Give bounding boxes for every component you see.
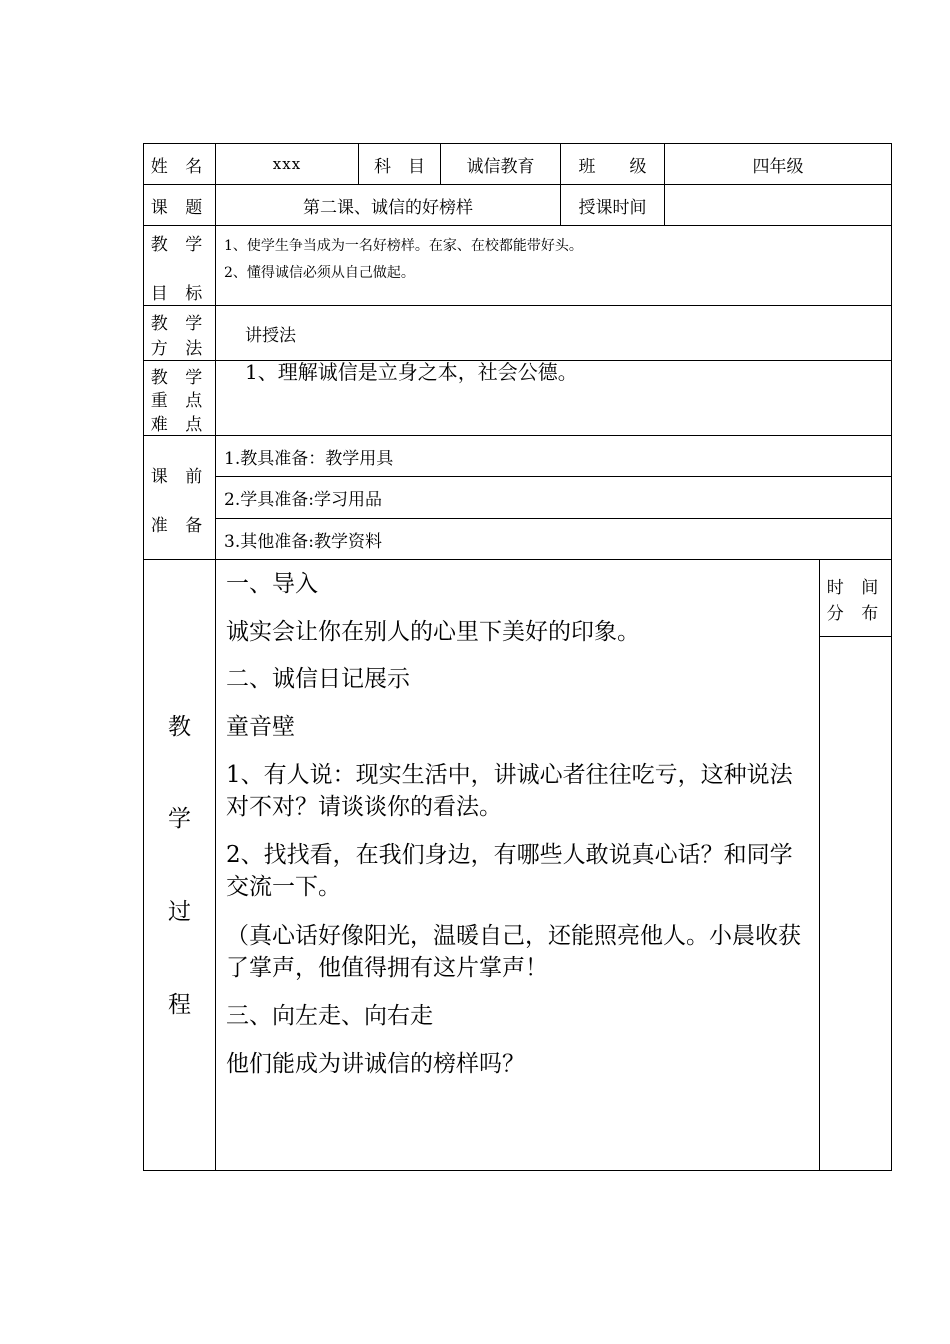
process-paragraph: 三、向左走、向右走 (226, 1003, 433, 1029)
process-paragraph: 2、找找看，在我们身边，有哪些人敢说真心话？和同学交流一下。 (226, 842, 793, 900)
method-label (144, 306, 215, 360)
process-paragraph: 一、导入 (226, 571, 318, 597)
table-border (143, 225, 892, 226)
teaching-time-value (665, 185, 891, 225)
goals-label (144, 226, 215, 305)
key-points-label-line: 教 学 (150, 368, 209, 388)
process-paragraph: 他们能成为讲诚信的榜样吗？ (226, 1051, 525, 1077)
time-distribution-label (820, 560, 891, 636)
preparation-item-2: 2.学具准备:学习用品 (224, 490, 382, 510)
teaching-time-label: 授课时间 (578, 197, 647, 218)
subject-label: 科 目 (374, 156, 425, 177)
process-paragraph: （真心话好像阳光，温暖自己，还能照亮他人。小晨收获了掌声，他值得拥有这片掌声！ (226, 923, 801, 981)
name-label: 姓 名 (150, 156, 209, 177)
process-paragraph: 1、有人说：现实生活中，讲诚心者往往吃亏，这种说法对不对？请谈谈你的看法。 (226, 762, 793, 820)
name-value: xxx (272, 155, 302, 173)
table-border (143, 305, 892, 306)
table-border (215, 143, 216, 1171)
process-paragraph: 童音壁 (226, 714, 295, 740)
goals-label-top: 教 学 (150, 235, 209, 255)
process-label (144, 560, 215, 1170)
table-border (891, 143, 892, 1171)
key-points-value: 1、理解诚信是立身之本，社会公德。 (245, 360, 578, 384)
goal-item-2: 2、懂得诚信必须从自己做起。 (224, 265, 415, 281)
table-border (819, 559, 820, 1171)
preparation-item-3: 3.其他准备:教学资料 (224, 531, 382, 552)
subject-value: 诚信教育 (466, 156, 535, 177)
preparation-label-bottom: 准 备 (150, 516, 209, 536)
goal-item-1: 1、使学生争当成为一名好榜样。在家、在校都能带好头。 (224, 238, 583, 254)
process-label-char: 教 (168, 714, 191, 740)
class-value: 四年级 (752, 156, 804, 177)
table-border (143, 1170, 892, 1171)
time-label-line: 分 布 (826, 604, 885, 624)
key-points-label (144, 361, 215, 435)
preparation-label (144, 436, 215, 559)
preparation-item-1: 1.教具准备：教学用具 (224, 448, 394, 469)
process-label-char: 程 (168, 992, 191, 1018)
method-label-line: 方 法 (150, 339, 209, 359)
method-value: 讲授法 (245, 326, 296, 346)
process-paragraph: 诚实会让你在别人的心里下美好的印象。 (226, 619, 640, 645)
process-label-char: 过 (168, 899, 191, 925)
table-border (819, 636, 892, 637)
time-label-line: 时 间 (826, 578, 885, 598)
goals-label-bottom: 目 标 (150, 284, 209, 304)
process-paragraph: 二、诚信日记展示 (226, 666, 410, 692)
method-label-line: 教 学 (150, 314, 209, 334)
key-points-label-line: 重 点 (150, 391, 209, 411)
preparation-label-top: 课 前 (150, 467, 209, 487)
topic-value: 第二课、诚信的好榜样 (303, 197, 473, 218)
process-label-char: 学 (168, 806, 191, 832)
table-border (143, 559, 892, 560)
class-label: 班 级 (578, 156, 647, 177)
topic-label: 课 题 (150, 197, 209, 218)
key-points-label-line: 难 点 (150, 415, 209, 435)
